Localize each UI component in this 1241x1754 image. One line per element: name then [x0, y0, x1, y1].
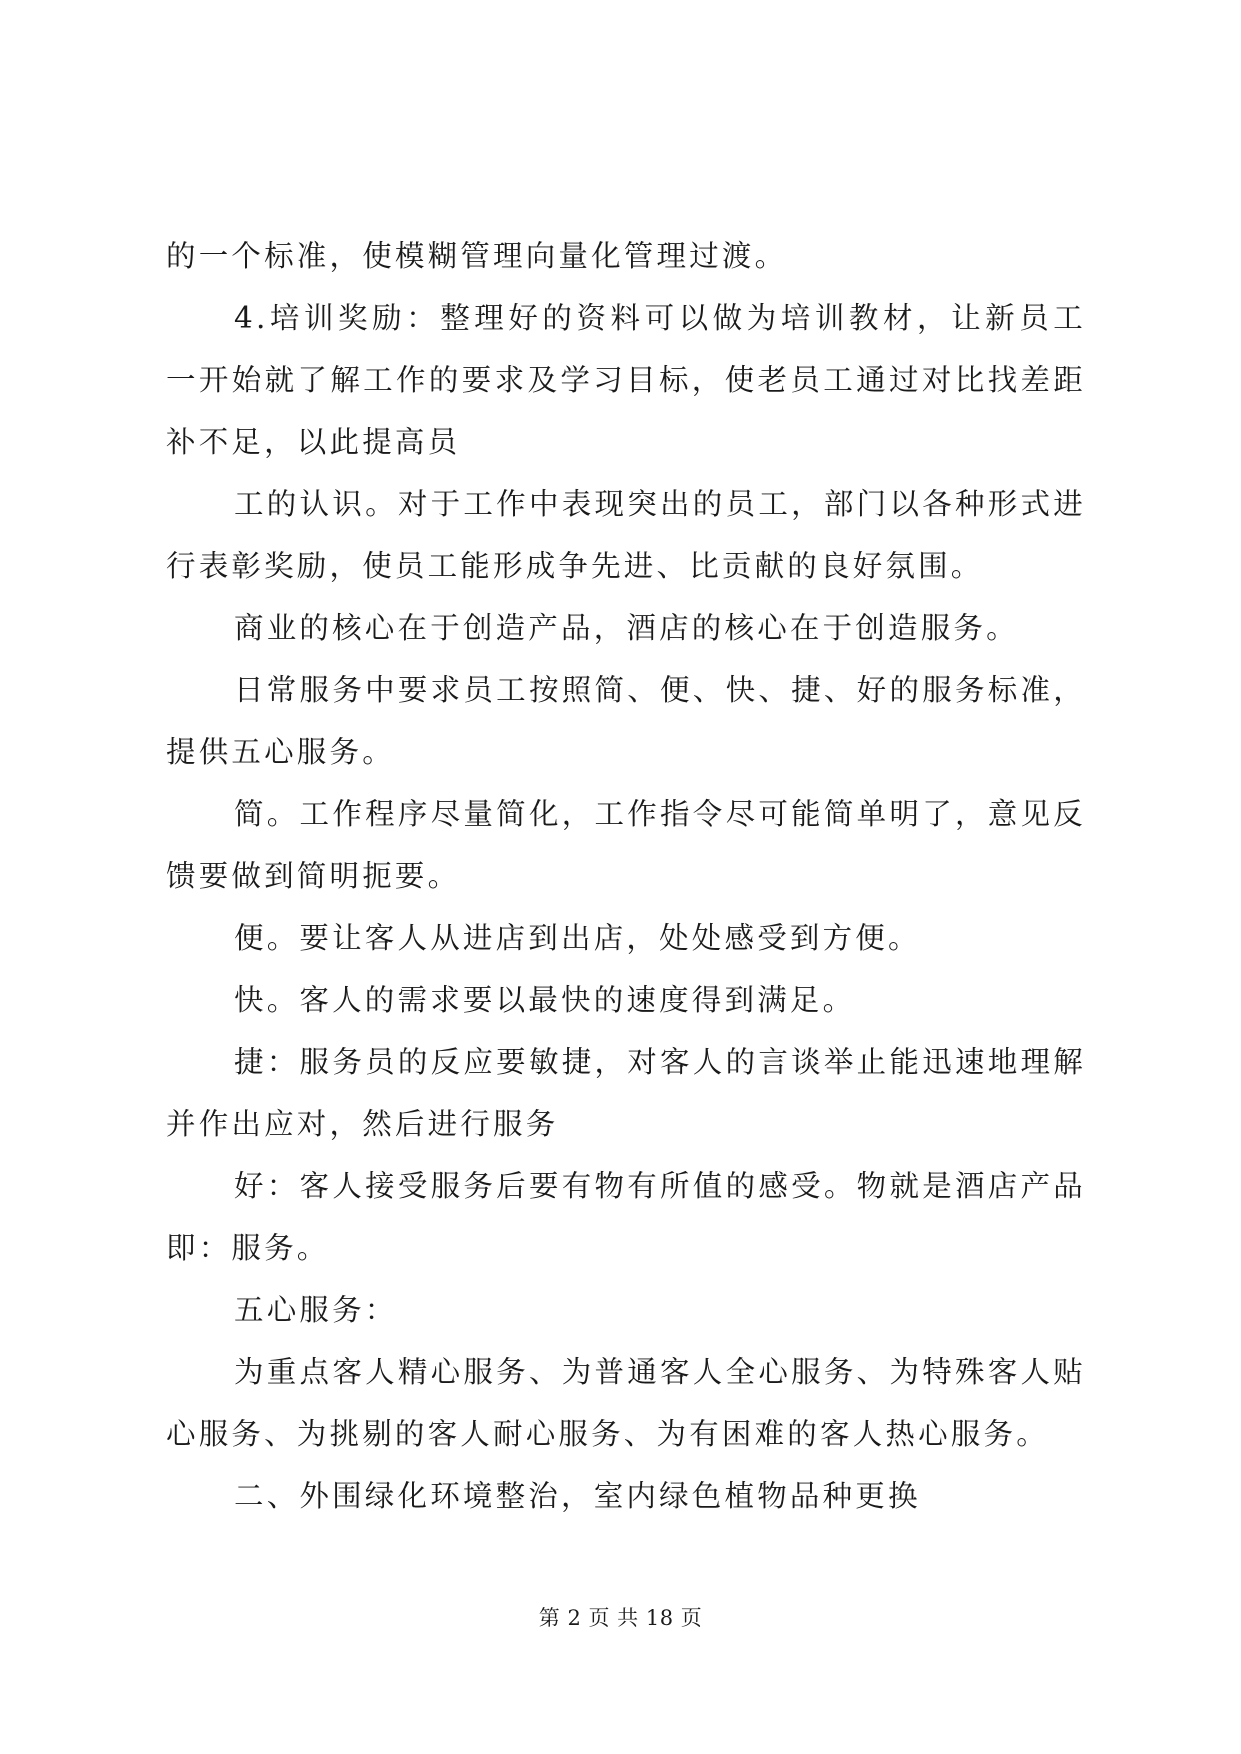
paragraph-10: 好：客人接受服务后要有物有所值的感受。物就是酒店产品即：服务。 — [166, 1169, 1086, 1265]
paragraph-6: 简。工作程序尽量简化，工作指令尽可能简单明了，意见反馈要做到简明扼要。 — [166, 797, 1086, 893]
document-body — [166, 225, 1086, 1527]
paragraph-9: 捷：服务员的反应要敏捷，对客人的言谈举止能迅速地理解并作出应对，然后进行服务 — [166, 1045, 1086, 1141]
paragraph-12: 为重点客人精心服务、为普通客人全心服务、为特殊客人贴心服务、为挑剔的客人耐心服务、为有困难的客人热心服务。 — [166, 1355, 1086, 1451]
page-footer — [0, 1602, 1241, 1632]
paragraph-2: 4.培训奖励：整理好的资料可以做为培训教材，让新员工一开始就了解工作的要求及学习目标，使老员工通过对比找差距补不足，以此提高员 — [166, 301, 1086, 459]
paragraph-3: 工的认识。对于工作中表现突出的员工，部门以各种形式进行表彰奖励，使员工能形成争先进、比贡献的良好氛围。 — [166, 487, 1086, 583]
paragraph-8: 快。客人的需求要以最快的速度得到满足。 — [234, 983, 856, 1017]
paragraph-1: 的一个标准，使模糊管理向量化管理过渡。 — [166, 239, 788, 273]
paragraph-4: 商业的核心在于创造产品，酒店的核心在于创造服务。 — [234, 611, 1019, 645]
paragraph-7: 便。要让客人从进店到出店，处处感受到方便。 — [234, 921, 921, 955]
page-number-label: 第 2 页 共 18 页 — [538, 1606, 703, 1630]
paragraph-13: 二、外围绿化环境整治，室内绿色植物品种更换 — [234, 1479, 921, 1513]
paragraph-5: 日常服务中要求员工按照简、便、快、捷、好的服务标准，提供五心服务。 — [166, 673, 1086, 769]
paragraph-11: 五心服务： — [234, 1293, 398, 1327]
